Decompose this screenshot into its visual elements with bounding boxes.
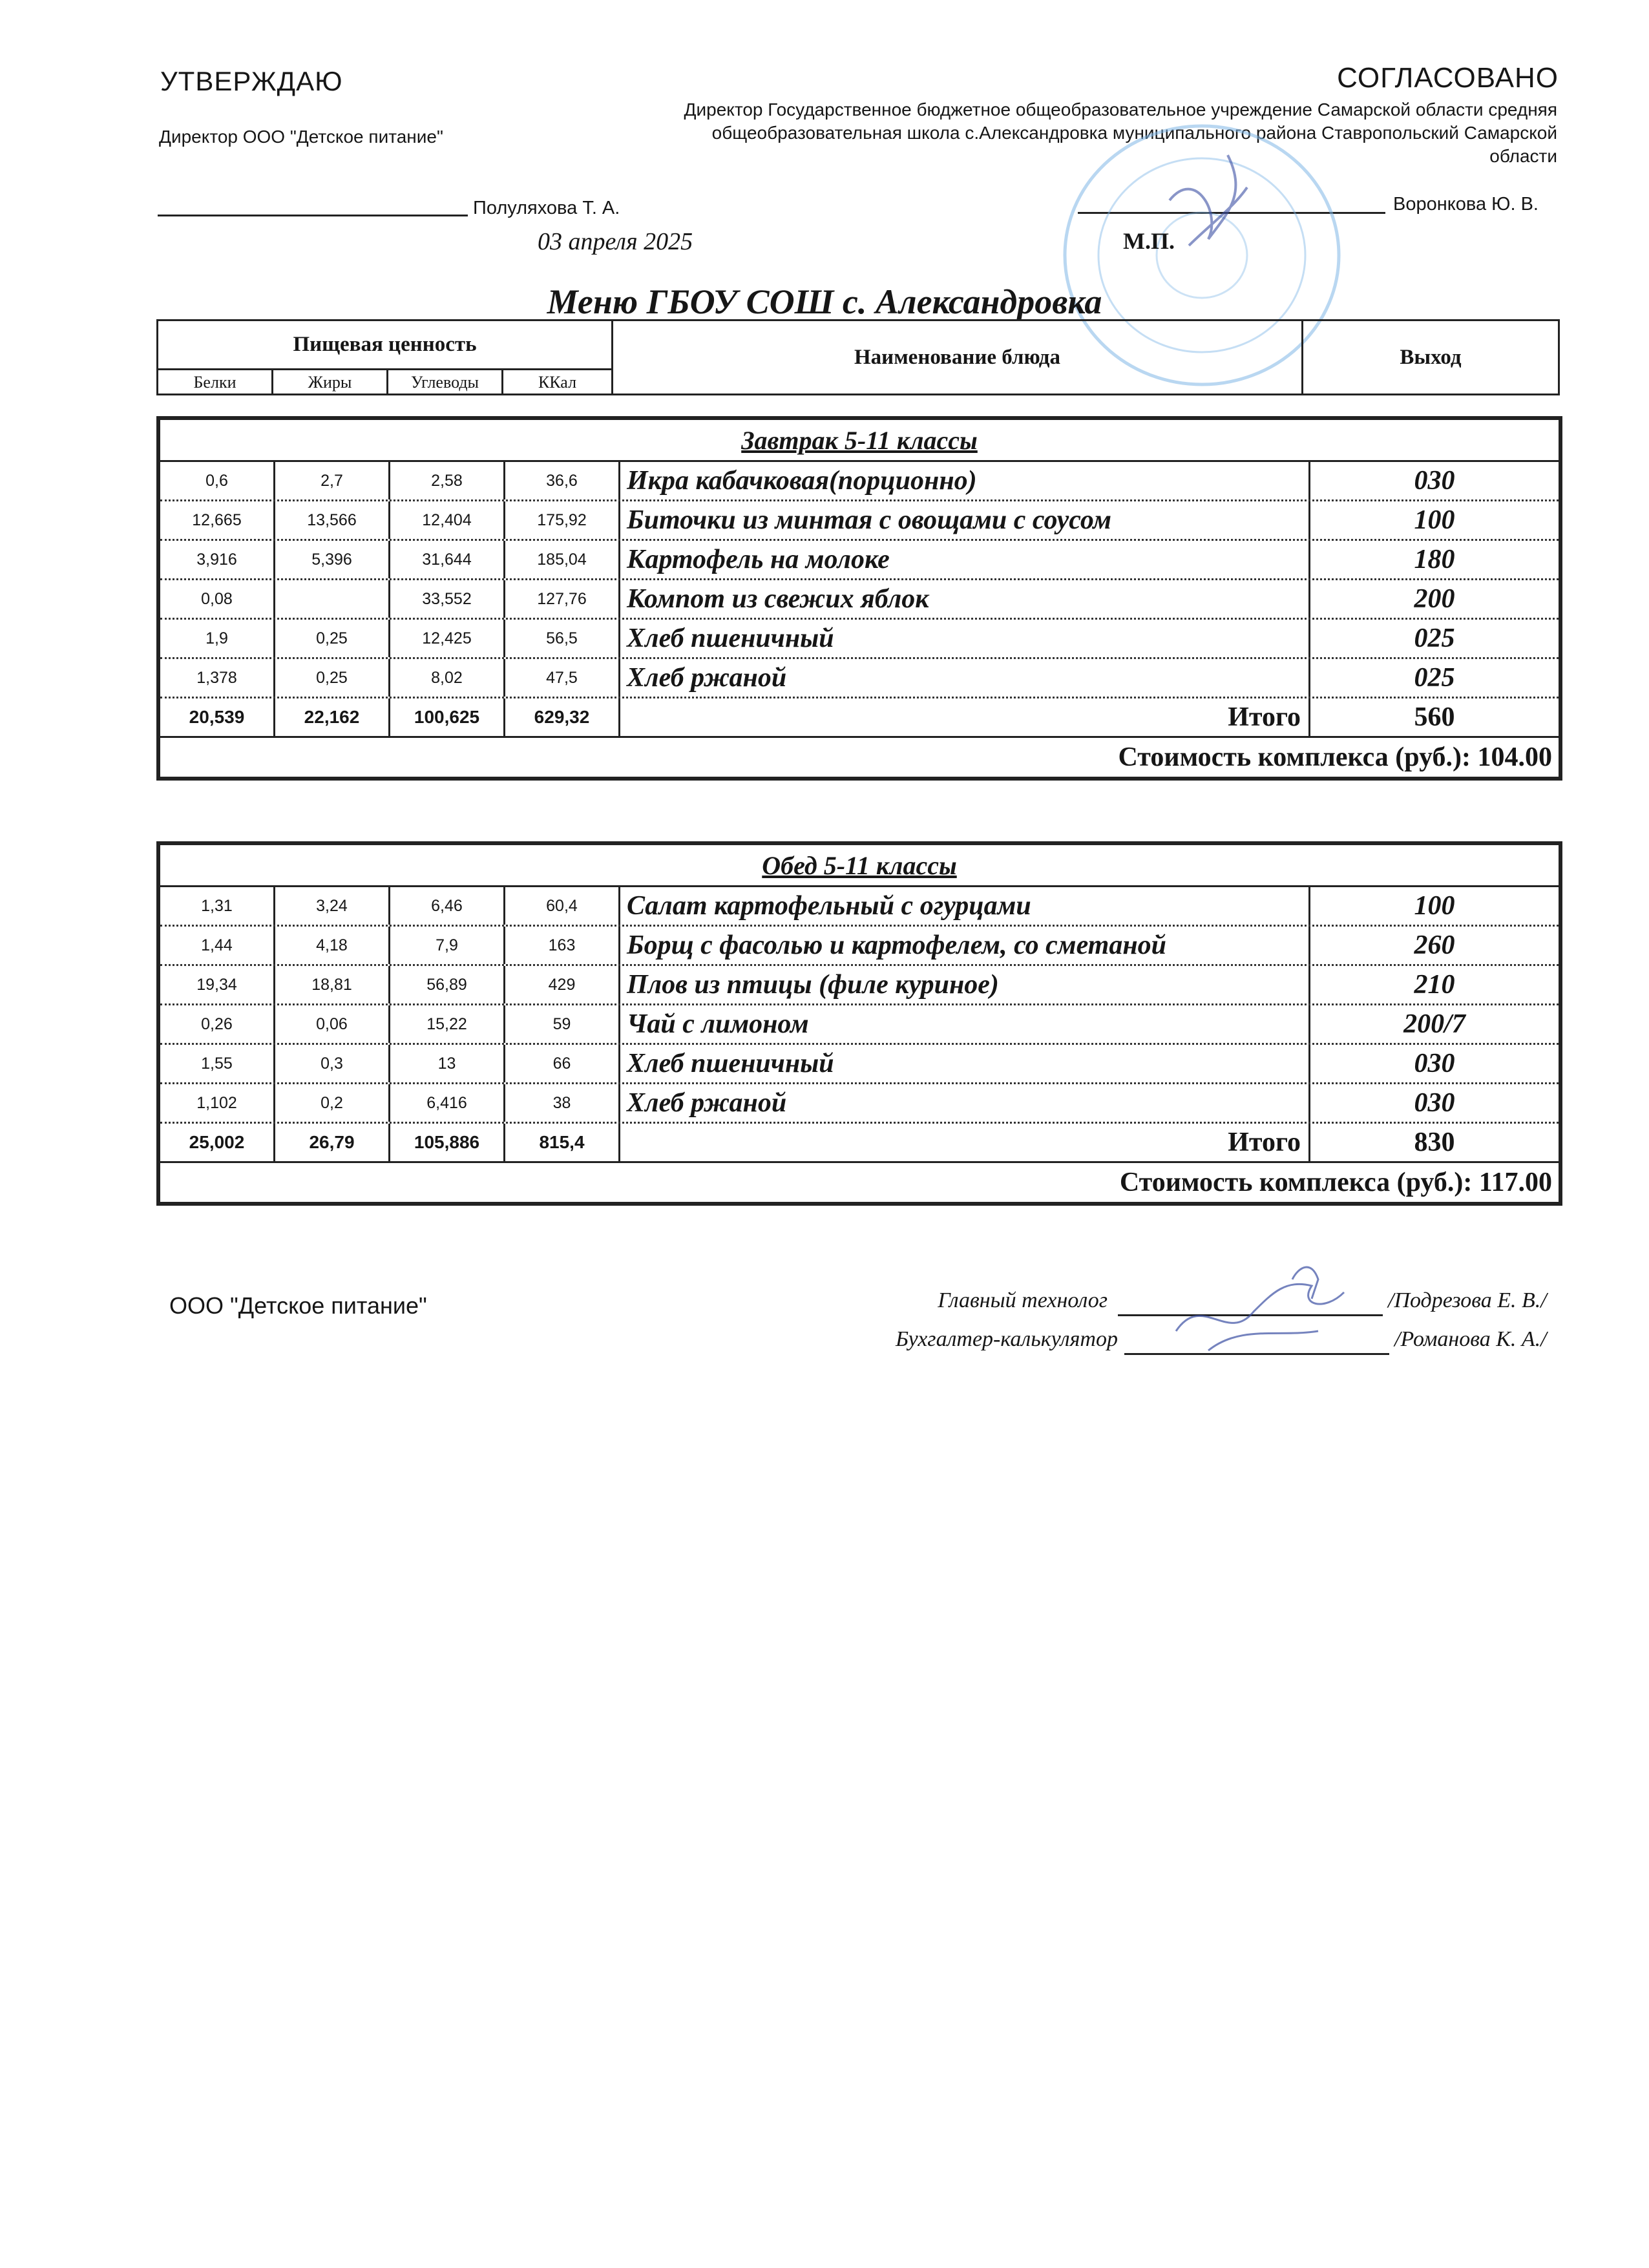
breakfast-cost: Стоимость комплекса (руб.): 104.00: [1118, 742, 1552, 772]
proteins-value: 1,44: [160, 927, 275, 964]
kcal-value: 56,5: [505, 620, 620, 657]
total-row: [160, 698, 1559, 738]
stamp-label: М.П.: [1123, 228, 1175, 254]
column-header-table: [156, 319, 1560, 395]
fats-value: 5,396: [275, 541, 390, 578]
dish-yield: 210: [1414, 970, 1455, 1000]
carbs-value: 7,9: [390, 927, 505, 964]
kcal-value: 175,92: [505, 501, 620, 539]
proteins-value: 1,55: [160, 1045, 275, 1082]
total-proteins: 25,002: [160, 1124, 275, 1161]
fats-value: 0,3: [275, 1045, 390, 1082]
carbs-value: 6,416: [390, 1084, 505, 1122]
dish-name-header: Наименование блюда: [613, 321, 1303, 394]
dish-name: Хлеб пшеничный: [620, 1045, 1310, 1082]
fats-value: 18,81: [275, 966, 390, 1003]
total-kcal: 629,32: [505, 698, 620, 736]
table-row: [160, 1084, 1559, 1124]
proteins-value: 0,08: [160, 580, 275, 618]
carbs-header: Углеводы: [388, 370, 503, 395]
table-row: [160, 462, 1559, 501]
total-label: Итого: [620, 1124, 1310, 1161]
dish-name: Хлеб ржаной: [620, 659, 1310, 697]
dish-yield: 025: [1414, 663, 1455, 693]
table-row: [160, 580, 1559, 620]
carbs-value: 12,404: [390, 501, 505, 539]
fats-value: 0,2: [275, 1084, 390, 1122]
table-row: [160, 659, 1559, 698]
dish-name: Хлеб ржаной: [620, 1084, 1310, 1122]
table-row: [160, 1045, 1559, 1084]
nutrition-header: Пищевая ценность: [158, 321, 613, 370]
agreed-title: СОГЛАСОВАНО: [1337, 62, 1559, 94]
dish-yield: 025: [1414, 624, 1455, 653]
carbs-value: 6,46: [390, 887, 505, 925]
fats-value: [275, 580, 390, 618]
dish-name: Картофель на молоке: [620, 541, 1310, 578]
dish-name: Биточки из минтая с овощами с соусом: [620, 501, 1310, 539]
carbs-value: 33,552: [390, 580, 505, 618]
fats-value: 4,18: [275, 927, 390, 964]
carbs-value: 13: [390, 1045, 505, 1082]
dish-name: Салат картофельный с огурцами: [620, 887, 1310, 925]
dish-yield: 200/7: [1403, 1009, 1465, 1039]
dish-yield: 030: [1414, 1049, 1455, 1078]
total-yield: 560: [1414, 702, 1455, 732]
fats-value: 13,566: [275, 501, 390, 539]
document-date: 03 апреля 2025: [538, 228, 693, 255]
lunch-block: [156, 841, 1562, 1206]
kcal-value: 163: [505, 927, 620, 964]
kcal-value: 38: [505, 1084, 620, 1122]
agreed-name: Воронкова Ю. В.: [1393, 194, 1539, 215]
dish-name: Чай с лимоном: [620, 1005, 1310, 1043]
kcal-value: 47,5: [505, 659, 620, 697]
page-title: Меню ГБОУ СОШ с. Александровка: [547, 282, 1102, 321]
tech-name: /Подрезова Е. В./: [1388, 1288, 1547, 1312]
agreed-position: Директор Государственное бюджетное общеобразовательное учреждение Самарской области средняя общеобразовательная школа с.Александровка муниципального района Ставропольский Самарской области: [684, 100, 1557, 166]
lunch-cost: Стоимость комплекса (руб.): 117.00: [1119, 1168, 1552, 1197]
fats-value: 0,06: [275, 1005, 390, 1043]
yield-header: Выход: [1400, 345, 1462, 369]
proteins-value: 19,34: [160, 966, 275, 1003]
total-fats: 22,162: [275, 698, 390, 736]
table-row: [160, 541, 1559, 580]
carbs-value: 2,58: [390, 462, 505, 499]
dish-yield: 200: [1414, 584, 1455, 614]
dish-yield: 100: [1414, 891, 1455, 921]
table-row: [160, 887, 1559, 927]
total-proteins: 20,539: [160, 698, 275, 736]
total-label: Итого: [620, 698, 1310, 736]
approve-title: УТВЕРЖДАЮ: [160, 66, 343, 96]
breakfast-title: Завтрак 5-11 классы: [160, 420, 1559, 462]
total-row: [160, 1124, 1559, 1163]
proteins-value: 1,378: [160, 659, 275, 697]
approve-position: Директор ООО "Детское питание": [159, 127, 443, 147]
handwritten-signature-icon: [1150, 1254, 1383, 1370]
kcal-value: 59: [505, 1005, 620, 1043]
kcal-value: 60,4: [505, 887, 620, 925]
dish-yield: 030: [1414, 466, 1455, 496]
table-row: [160, 966, 1559, 1005]
carbs-value: 31,644: [390, 541, 505, 578]
dish-yield: 180: [1414, 545, 1455, 574]
total-fats: 26,79: [275, 1124, 390, 1161]
carbs-value: 15,22: [390, 1005, 505, 1043]
dish-name: Компот из свежих яблок: [620, 580, 1310, 618]
dish-name: Хлеб пшеничный: [620, 620, 1310, 657]
carbs-value: 12,425: [390, 620, 505, 657]
approve-signature-line: [158, 215, 468, 216]
total-carbs: 100,625: [390, 698, 505, 736]
proteins-value: 0,6: [160, 462, 275, 499]
acc-role: Бухгалтер-калькулятор: [895, 1327, 1118, 1351]
table-row: [160, 620, 1559, 659]
total-carbs: 105,886: [390, 1124, 505, 1161]
fats-value: 3,24: [275, 887, 390, 925]
dish-yield: 260: [1414, 930, 1455, 960]
kcal-value: 66: [505, 1045, 620, 1082]
kcal-value: 36,6: [505, 462, 620, 499]
kcal-value: 429: [505, 966, 620, 1003]
lunch-title: Обед 5-11 классы: [160, 845, 1559, 887]
proteins-value: 1,9: [160, 620, 275, 657]
fats-value: 0,25: [275, 620, 390, 657]
carbs-value: 56,89: [390, 966, 505, 1003]
fats-header: Жиры: [273, 370, 388, 395]
dish-name: Икра кабачковая(порционно): [620, 462, 1310, 499]
kcal-value: 127,76: [505, 580, 620, 618]
proteins-value: 12,665: [160, 501, 275, 539]
approve-name: Полуляхова Т. А.: [473, 198, 620, 218]
kcal-value: 185,04: [505, 541, 620, 578]
proteins-header: Белки: [158, 370, 273, 395]
proteins-value: 0,26: [160, 1005, 275, 1043]
proteins-value: 3,916: [160, 541, 275, 578]
dish-name: Плов из птицы (филе куриное): [620, 966, 1310, 1003]
proteins-value: 1,102: [160, 1084, 275, 1122]
acc-name: /Романова К. А./: [1394, 1327, 1547, 1351]
fats-value: 2,7: [275, 462, 390, 499]
carbs-value: 8,02: [390, 659, 505, 697]
dish-yield: 030: [1414, 1088, 1455, 1118]
total-yield: 830: [1414, 1128, 1455, 1157]
dish-yield: 100: [1414, 505, 1455, 535]
proteins-value: 1,31: [160, 887, 275, 925]
dish-name: Борщ с фасолью и картофелем, со сметаной: [620, 927, 1310, 964]
kcal-header: ККал: [503, 370, 613, 395]
total-kcal: 815,4: [505, 1124, 620, 1161]
table-row: [160, 927, 1559, 966]
table-row: [160, 1005, 1559, 1045]
breakfast-block: [156, 416, 1562, 781]
table-row: [160, 501, 1559, 541]
footer-company: ООО "Детское питание": [169, 1292, 427, 1319]
fats-value: 0,25: [275, 659, 390, 697]
tech-role: Главный технолог: [938, 1288, 1108, 1312]
